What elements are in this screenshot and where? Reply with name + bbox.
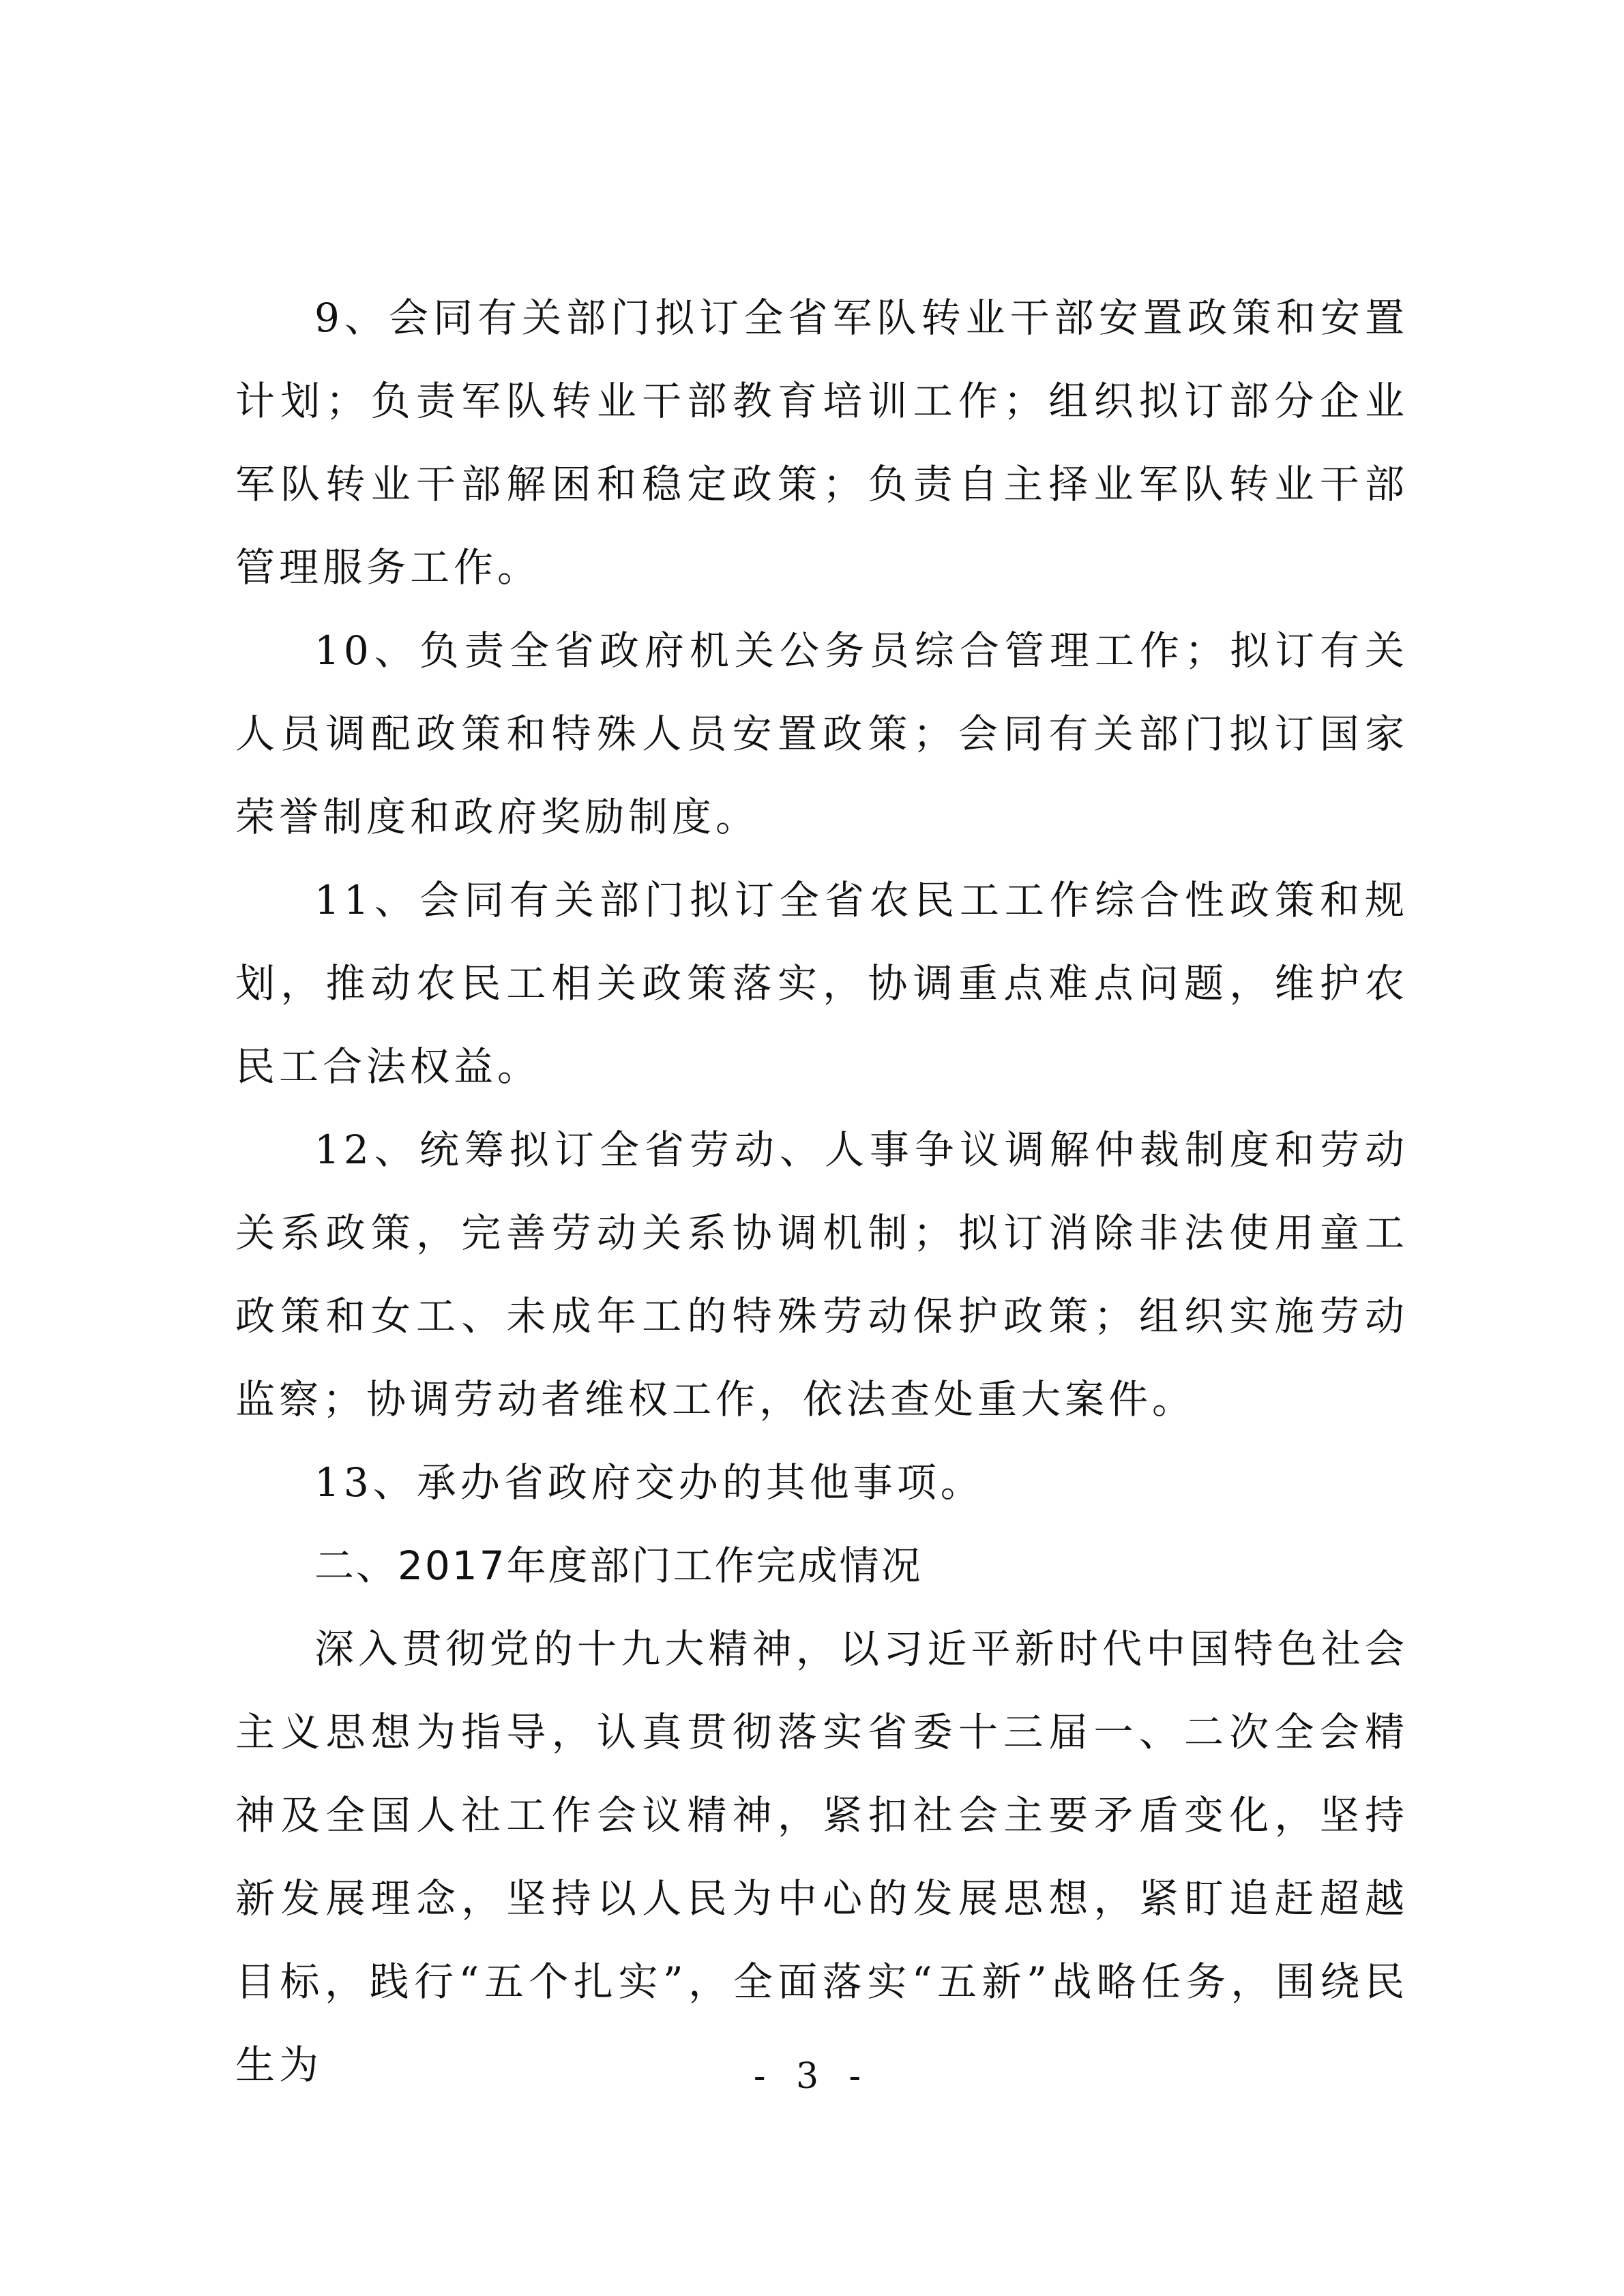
paragraph-item-10: 10、负责全省政府机关公务员综合管理工作；拟订有关人员调配政策和特殊人员安置政策；会同有关部门拟订国家荣誉制度和政府奖励制度。: [235, 627, 1408, 840]
paragraph-item-12: 12、统筹拟订全省劳动、人事争议调解仲裁制度和劳动关系政策，完善劳动关系协调机制；拟订消除非法使用童工政策和女工、未成年工的特殊劳动保护政策；组织实施劳动监察；协调劳动者维权工作，依法查处重大案件。: [235, 1127, 1408, 1422]
paragraph-item-9: 9、会同有关部门拟订全省军队转业干部安置政策和安置计划；负责军队转业干部教育培训工作；组织拟订部分企业军队转业干部解困和稳定政策；负责自主择业军队转业干部管理服务工作。: [235, 295, 1408, 591]
paragraph-item-13: 13、承办省政府交办的其他事项。: [314, 1459, 984, 1506]
paragraph-item-11: 11、会同有关部门拟订全省农民工工作综合性政策和规划，推动农民工相关政策落实，协调重点难点问题，维护农民工合法权益。: [235, 877, 1408, 1090]
section-intro-paragraph: 深入贯彻党的十九大精神，以习近平新时代中国特色社会主义思想为指导，认真贯彻落实省委十三届一、二次全会精神及全国人社工作会议精神，紧扣社会主要矛盾变化，坚持新发展理念，坚持以人民为中心的发展思想，紧盯追赶超越目标，践行“五个扎实”，全面落实“五新”战略任务，围绕民生为: [235, 1626, 1408, 2088]
section-heading: 二、2017年度部门工作完成情况: [314, 1542, 923, 1589]
page-number: - 3 -: [753, 2056, 871, 2097]
document-body: [235, 276, 1408, 2106]
